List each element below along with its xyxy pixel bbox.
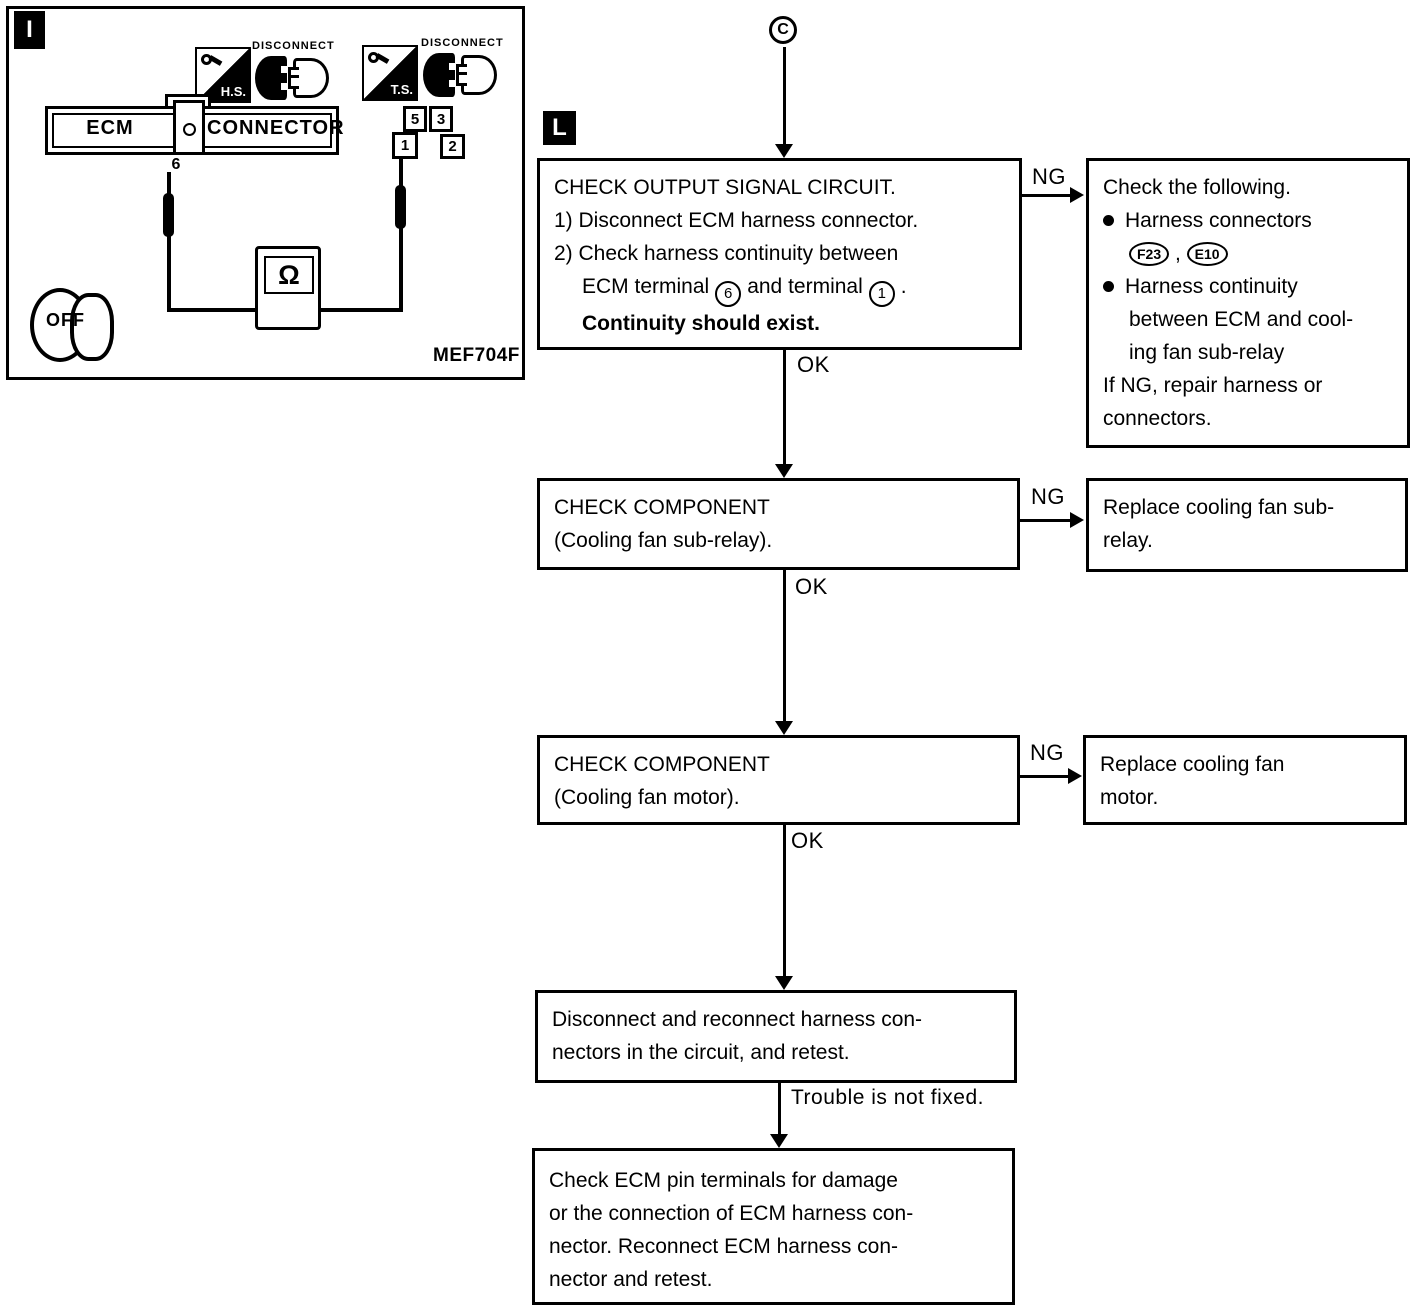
arrow-down-icon [775, 144, 793, 158]
connector-label: CONNECTOR [207, 117, 345, 139]
ng-label-3: NG [1030, 740, 1064, 765]
connector-female-icon [255, 56, 287, 100]
comma-separator: , [1174, 242, 1181, 265]
step4-line1: Disconnect and reconnect harness con- [552, 1008, 923, 1031]
relay-pin-1: 1 [392, 132, 418, 159]
arrow-down-icon [775, 721, 793, 735]
ng1-line1: Check the following. [1103, 176, 1291, 199]
step5-line2: or the connection of ECM harness con- [549, 1202, 914, 1225]
test-lead-right [399, 159, 403, 310]
ts-tool-badge [362, 45, 418, 101]
hs-badge-label: H.S. [220, 84, 246, 99]
step1-line3-pre: ECM terminal [582, 275, 710, 298]
ok-label-2: OK [795, 574, 828, 599]
ng-label-1: NG [1032, 164, 1066, 189]
connector-male-icon [461, 55, 497, 95]
result-replace-fan-motor [1083, 735, 1407, 825]
ng1-bullet2-cont1: between ECM and cool- [1129, 308, 1354, 331]
step1-line3-post: . [900, 275, 907, 298]
trouble-not-fixed-label: Trouble is not fixed. [791, 1086, 984, 1109]
ng-line-2 [1020, 519, 1072, 522]
step2-subtitle: (Cooling fan sub-relay). [554, 529, 773, 552]
ecm-label: ECM [86, 117, 134, 139]
step-check-ecm-pin-terminals [532, 1148, 1015, 1305]
step1-expected-result: Continuity should exist. [582, 311, 821, 335]
step1-line3-mid: and terminal [747, 275, 863, 298]
bullet-icon [1103, 281, 1114, 292]
arrow-down-icon [770, 1134, 788, 1148]
ok-line-2 [783, 570, 786, 723]
disconnect-label-1: DISCONNECT [252, 40, 335, 52]
ng-line-1 [1022, 194, 1072, 197]
ohmmeter [255, 246, 321, 330]
disconnect-label-2: DISCONNECT [421, 37, 504, 49]
step2-title: CHECK COMPONENT [554, 496, 770, 519]
ok-label-3: OK [791, 828, 824, 853]
latch-hole-icon [183, 123, 196, 136]
ng2-line1: Replace cooling fan sub- [1103, 496, 1335, 519]
step-check-output-signal-circuit [537, 158, 1022, 350]
trouble-line [778, 1083, 781, 1135]
ts-badge-label: T.S. [390, 82, 413, 97]
step5-line4: nector and retest. [549, 1268, 713, 1291]
step3-title: CHECK COMPONENT [554, 753, 770, 776]
ignition-off-label: OFF [46, 310, 85, 330]
terminal-1-badge: 1 [869, 281, 895, 307]
test-lead-left-horizontal [167, 308, 267, 312]
connector-male-icon [293, 58, 329, 98]
step-check-component-sub-relay [537, 478, 1020, 570]
probe-grip-right [395, 185, 406, 229]
flow-entry-connector-c: C [769, 16, 797, 44]
ng3-line1: Replace cooling fan [1100, 753, 1285, 776]
step1-line1: 1) Disconnect ECM harness connector. [554, 209, 919, 232]
disconnect-connector-icon-2 [423, 50, 499, 100]
entry-line [783, 47, 786, 145]
arrow-down-icon [775, 464, 793, 478]
ng1-bullet1-text: Harness connectors [1125, 209, 1312, 232]
figure-code: MEF704F [433, 345, 520, 366]
terminal-6-badge: 6 [715, 281, 741, 307]
ok-label-1: OK [797, 352, 830, 377]
wrench-handle-icon [209, 55, 223, 66]
step1-line2: 2) Check harness continuity between [554, 242, 899, 265]
ng1-bullet1 [1103, 204, 1395, 237]
step1-title: CHECK OUTPUT SIGNAL CIRCUIT. [554, 176, 896, 199]
wrench-handle-icon [376, 53, 390, 64]
step1-line3 [554, 270, 1005, 307]
ecm-connector-latch [173, 100, 205, 155]
connector-female-icon [423, 53, 455, 97]
ng1-connectors-line [1103, 237, 1395, 270]
ng1-bullet2-cont2: ing fan sub-relay [1129, 341, 1285, 364]
arrow-right-icon [1068, 768, 1082, 784]
probe-grip-left [163, 193, 174, 237]
relay-pin-3: 3 [429, 106, 453, 132]
section-marker-i: I [14, 11, 45, 49]
arrow-down-icon [775, 976, 793, 990]
arrow-right-icon [1070, 512, 1084, 528]
disconnect-connector-icon-1 [255, 53, 331, 103]
ng3-line2: motor. [1100, 786, 1159, 809]
result-replace-sub-relay [1086, 478, 1408, 572]
ng1-bullet2 [1103, 270, 1395, 303]
ng1-bullet2-text: Harness continuity [1125, 275, 1298, 298]
relay-pin-2: 2 [440, 134, 465, 159]
connector-badge-f23: F23 [1129, 242, 1169, 266]
ohm-symbol: Ω [264, 256, 314, 294]
bullet-icon [1103, 215, 1114, 226]
wiring-diagram-figure [6, 6, 525, 380]
relay-pin-5: 5 [403, 106, 427, 132]
step-disconnect-reconnect-connectors [535, 990, 1017, 1083]
ng-label-2: NG [1031, 484, 1065, 509]
step5-line3: nector. Reconnect ECM harness con- [549, 1235, 899, 1258]
step3-subtitle: (Cooling fan motor). [554, 786, 740, 809]
step4-line2: nectors in the circuit, and retest. [552, 1041, 850, 1064]
step-check-component-fan-motor [537, 735, 1020, 825]
step5-line1: Check ECM pin terminals for damage [549, 1169, 898, 1192]
ignition-key-off-icon [30, 280, 114, 370]
arrow-right-icon [1070, 187, 1084, 203]
ok-line-3 [783, 825, 786, 978]
section-marker-l: L [543, 111, 576, 145]
result-check-the-following [1086, 158, 1410, 448]
ng1-footer2: connectors. [1103, 407, 1212, 430]
ng2-line2: relay. [1103, 529, 1153, 552]
ng1-footer1: If NG, repair harness or [1103, 374, 1323, 397]
ng-line-3 [1020, 775, 1070, 778]
ok-line-1 [783, 350, 786, 466]
connector-badge-e10: E10 [1187, 242, 1228, 266]
ecm-terminal-6-label: 6 [171, 156, 181, 173]
